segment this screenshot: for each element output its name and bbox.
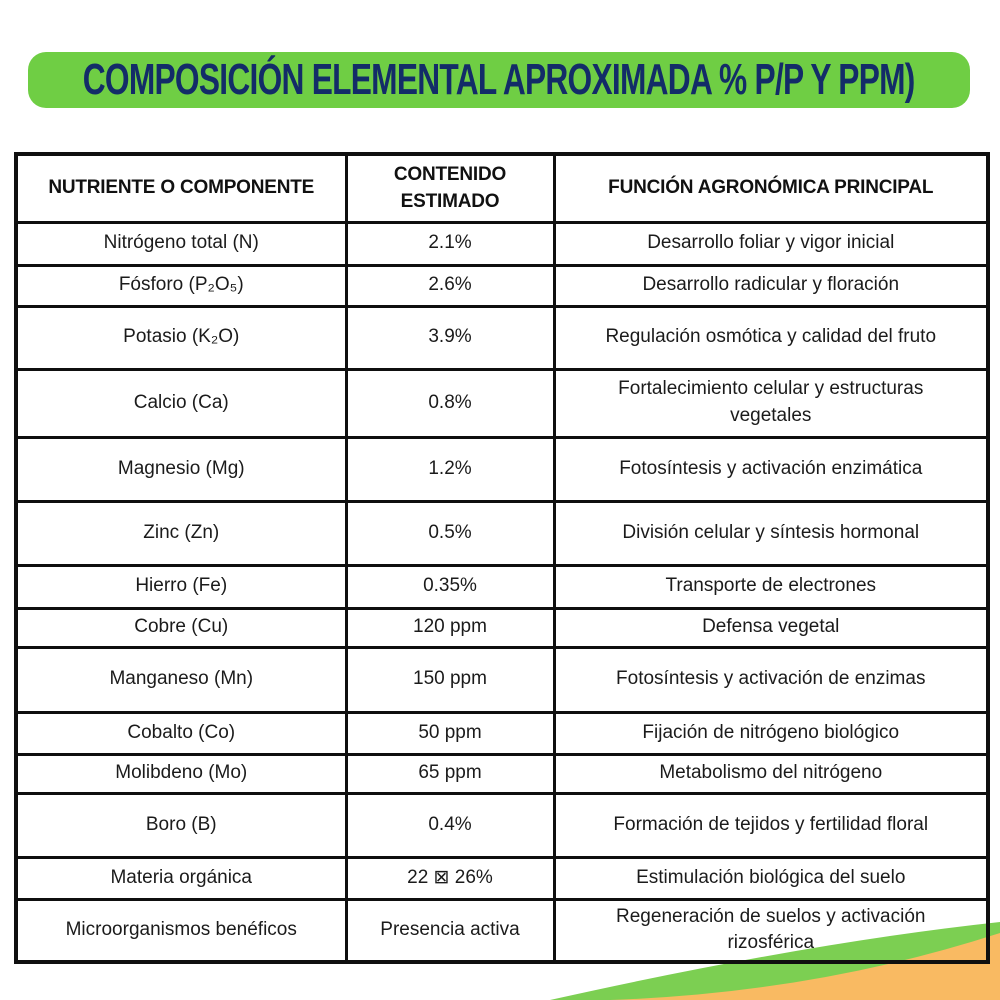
table-row [16,754,988,793]
nutrient-cell: Fósforo (P₂O₅) [16,265,346,306]
function-cell: Regeneración de suelos y activación rizosférica [554,899,988,962]
function-cell: Fortalecimiento celular y estructuras vegetales [554,369,988,437]
nutrient-cell: Boro (B) [16,793,346,857]
function-cell: Fotosíntesis y activación enzimática [554,437,988,501]
table-row [16,793,988,857]
content-cell: 22 ⊠ 26% [346,857,554,899]
title-banner [28,52,970,108]
table-row [16,306,988,369]
function-cell: Formación de tejidos y fertilidad floral [554,793,988,857]
nutrient-cell: Calcio (Ca) [16,369,346,437]
content-cell: 65 ppm [346,754,554,793]
nutrient-cell: Microorganismos benéficos [16,899,346,962]
table-row [16,647,988,712]
content-cell: 0.35% [346,565,554,608]
content-cell: 0.5% [346,501,554,565]
table-row [16,369,988,437]
table-row [16,265,988,306]
content-cell: 50 ppm [346,712,554,754]
nutrient-cell: Potasio (K₂O) [16,306,346,369]
nutrient-cell: Nitrógeno total (N) [16,222,346,265]
table-row [16,712,988,754]
function-cell: Regulación osmótica y calidad del fruto [554,306,988,369]
function-cell: Transporte de electrones [554,565,988,608]
nutrient-cell: Zinc (Zn) [16,501,346,565]
nutrient-cell: Molibdeno (Mo) [16,754,346,793]
content-cell: 1.2% [346,437,554,501]
content-cell: 2.6% [346,265,554,306]
nutrient-cell: Cobre (Cu) [16,608,346,647]
nutrient-cell: Manganeso (Mn) [16,647,346,712]
function-cell: Desarrollo radicular y floración [554,265,988,306]
table-header-row [16,154,988,222]
table-row [16,899,988,962]
function-cell: Defensa vegetal [554,608,988,647]
function-cell: Metabolismo del nitrógeno [554,754,988,793]
page-title: COMPOSICIÓN ELEMENTAL APROXIMADA % P/P Y PPM) [83,55,915,104]
table-row [16,222,988,265]
table-row [16,437,988,501]
content-cell: 3.9% [346,306,554,369]
function-cell: Fijación de nitrógeno biológico [554,712,988,754]
content-cell: 120 ppm [346,608,554,647]
composition-table [14,152,990,964]
function-cell: Estimulación biológica del suelo [554,857,988,899]
content-cell: Presencia activa [346,899,554,962]
nutrient-cell: Hierro (Fe) [16,565,346,608]
content-cell: 0.8% [346,369,554,437]
header-content: CONTENIDO ESTIMADO [346,154,554,222]
content-cell: 2.1% [346,222,554,265]
function-cell: Fotosíntesis y activación de enzimas [554,647,988,712]
table-row [16,565,988,608]
header-function: FUNCIÓN AGRONÓMICA PRINCIPAL [554,154,988,222]
header-nutrient: NUTRIENTE O COMPONENTE [16,154,346,222]
content-cell: 150 ppm [346,647,554,712]
table-row [16,501,988,565]
content-cell: 0.4% [346,793,554,857]
function-cell: División celular y síntesis hormonal [554,501,988,565]
nutrient-cell: Materia orgánica [16,857,346,899]
nutrient-cell: Cobalto (Co) [16,712,346,754]
table-row [16,857,988,899]
nutrient-cell: Magnesio (Mg) [16,437,346,501]
table-row [16,608,988,647]
function-cell: Desarrollo foliar y vigor inicial [554,222,988,265]
